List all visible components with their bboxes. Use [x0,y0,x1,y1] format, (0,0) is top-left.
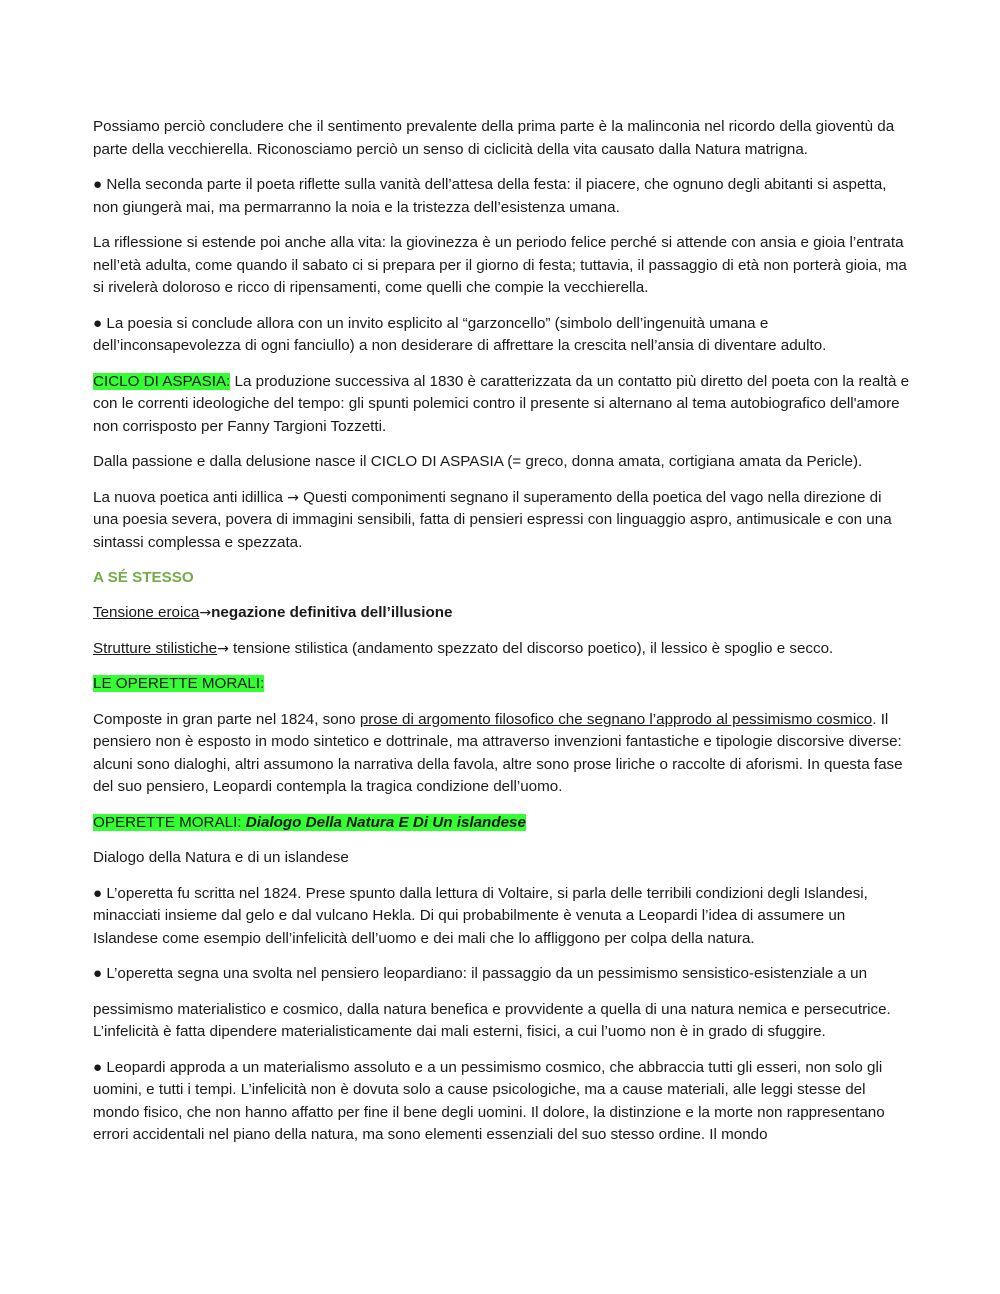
strutture-stilistiche-label: Strutture stilistiche [93,639,218,657]
dialogo-heading-label: OPERETTE MORALI: [93,813,246,831]
arrow-right-icon: → [199,605,212,622]
paragraph-riflessione: La riflessione si estende poi anche alla vita: la giovinezza è un periodo felice perché si attende con ansia e gioia l’entrata nell’età adulta, come quando il sabato ci si prepara per il giorno di festa; tuttavia, il passaggio di età non porterà gioia, ma si rivelerà doloroso e ricco di ripensamenti, come quelli che compie la vecchierella. [93,233,907,297]
dialogo-heading-title: Dialogo Della Natura E Di Un islandese [245,813,526,831]
paragraph-passione: Dalla passione e dalla delusione nasce il CICLO DI ASPASIA (= greco, donna amata, cortigiana amata da Pericle). [93,453,863,471]
highlight-operette-morali: LE OPERETTE MORALI: [93,675,265,693]
poetica-text: Questi componimenti segnano il superamento della poetica del vago nella direzione di una poesia severa, povera di immagini sensibili, fatta di pensieri espressi con linguaggio aspro, antimusicale e con una sintassi complessa e spezzata. [93,488,892,551]
paragraph-conclusion: Possiamo perciò concludere che il sentimento prevalente della prima parte è la malinconia nel ricordo della gioventù da parte della vecchierella. Riconosciamo perciò un senso di ciclicità della vita causato dalla Natura matrigna. [93,118,895,158]
ciclo-aspasia-text: La produzione successiva al 1830 è caratterizzata da un contatto più diretto del poeta con la realtà e con le correnti ideologiche del tempo: gli spunti polemici contro il presente si alternano al tema autobiografico dell'amore non corrisposto per Fanny Targioni Tozzetti. [93,372,910,435]
heading-operette-morali [93,673,911,696]
paragraph-poetica-anti-idillica [93,487,911,555]
paragraph-dialogo-title: Dialogo della Natura e di un islandese [93,849,349,867]
paragraph-composte [93,709,911,799]
composte-intro: Composte in gran parte nel 1824, sono [93,710,360,728]
composte-underlined: prose di argomento filosofico che segnano l’approdo al pessimismo cosmico [359,710,873,728]
arrow-right-icon: → [287,489,299,506]
poetica-label: La nuova poetica anti idillica [93,488,288,506]
strutture-stilistiche-text: tensione stilistica (andamento spezzato del discorso poetico), il lessico è spoglio e secco. [228,639,834,657]
tensione-eroica-label: Tensione eroica [93,604,200,622]
paragraph-garzoncello: ● La poesia si conclude allora con un invito esplicito al “garzoncello” (simbolo dell’ingenuità umana e dell’inconsapevolezza di ogni fanciullo) a non desiderare di affrettare la crescita nell’ansia di diventare adulto. [93,314,827,355]
highlight-dialogo [93,814,526,831]
paragraph-operetta-1824: ● L’operetta fu scritta nel 1824. Prese spunto dalla lettura di Voltaire, si parla delle terribili condizioni degli Islandesi, minacciati insieme dal gelo e dal vulcano Hekla. Di qui probabilmente è venuta a Leopardi l’idea di assumere un Islandese come esempio dell’infelicità dell’uomo e dei mali che lo affliggono per colpa della natura. [93,884,868,947]
paragraph-seconda-parte: ● Nella seconda parte il poeta riflette sulla vanità dell’attesa della festa: il piacere, che ognuno degli abitanti si aspetta, non giungerà mai, ma permarranno la noia e la tristezza dell’esistenza umana. [93,175,887,216]
document-page [93,116,911,1160]
tensione-eroica-text: negazione definitiva dell’illusione [211,604,453,622]
heading-dialogo [93,812,911,835]
paragraph-materialismo-assoluto: ● Leopardi approda a un materialismo assoluto e a un pessimismo cosmico, che abbraccia tutti gli esseri, non solo gli uomini, e tutti i tempi. L’infelicità non è dovuta solo a cause psicologiche, ma a cause materiali, alle leggi stesse del mondo fisico, che non hanno affatto per fine il bene degli uomini. Il dolore, la distinzione e la morte non rappresentano errori accidentali nel piano della natura, ma sono elementi essenziali del suo stesso ordine. Il mondo [93,1058,885,1144]
highlight-ciclo-aspasia: CICLO DI ASPASIA: [93,372,231,390]
paragraph-tensione-eroica [93,602,911,625]
paragraph-ciclo-aspasia [93,371,911,439]
arrow-right-icon: → [217,640,229,657]
paragraph-svolta: ● L’operetta segna una svolta nel pensiero leopardiano: il passaggio da un pessimismo sensistico-esistenziale a un [93,965,868,983]
heading-a-se-stesso: A SÉ STESSO [93,569,194,587]
composte-text: . Il pensiero non è esposto in modo sintetico e dottrinale, ma attraverso invenzioni fantastiche e tipologie discorsive diverse: alcuni sono dialoghi, altri assumono la narrativa della favola, altre sono prose liriche o raccolte di aforismi. In questa fase del suo pensiero, Leopardi contempla la tragica condizione dell’uomo. [93,710,903,796]
paragraph-strutture-stilistiche [93,638,911,661]
paragraph-pessimismo-materialistico: pessimismo materialistico e cosmico, dalla natura benefica e provvidente a quella di una natura nemica e persecutrice. L’infelicità è fatta dipendere materialisticamente dai mali esterni, fisici, a cui l’uomo non è in grado di sfuggire. [93,1000,891,1041]
